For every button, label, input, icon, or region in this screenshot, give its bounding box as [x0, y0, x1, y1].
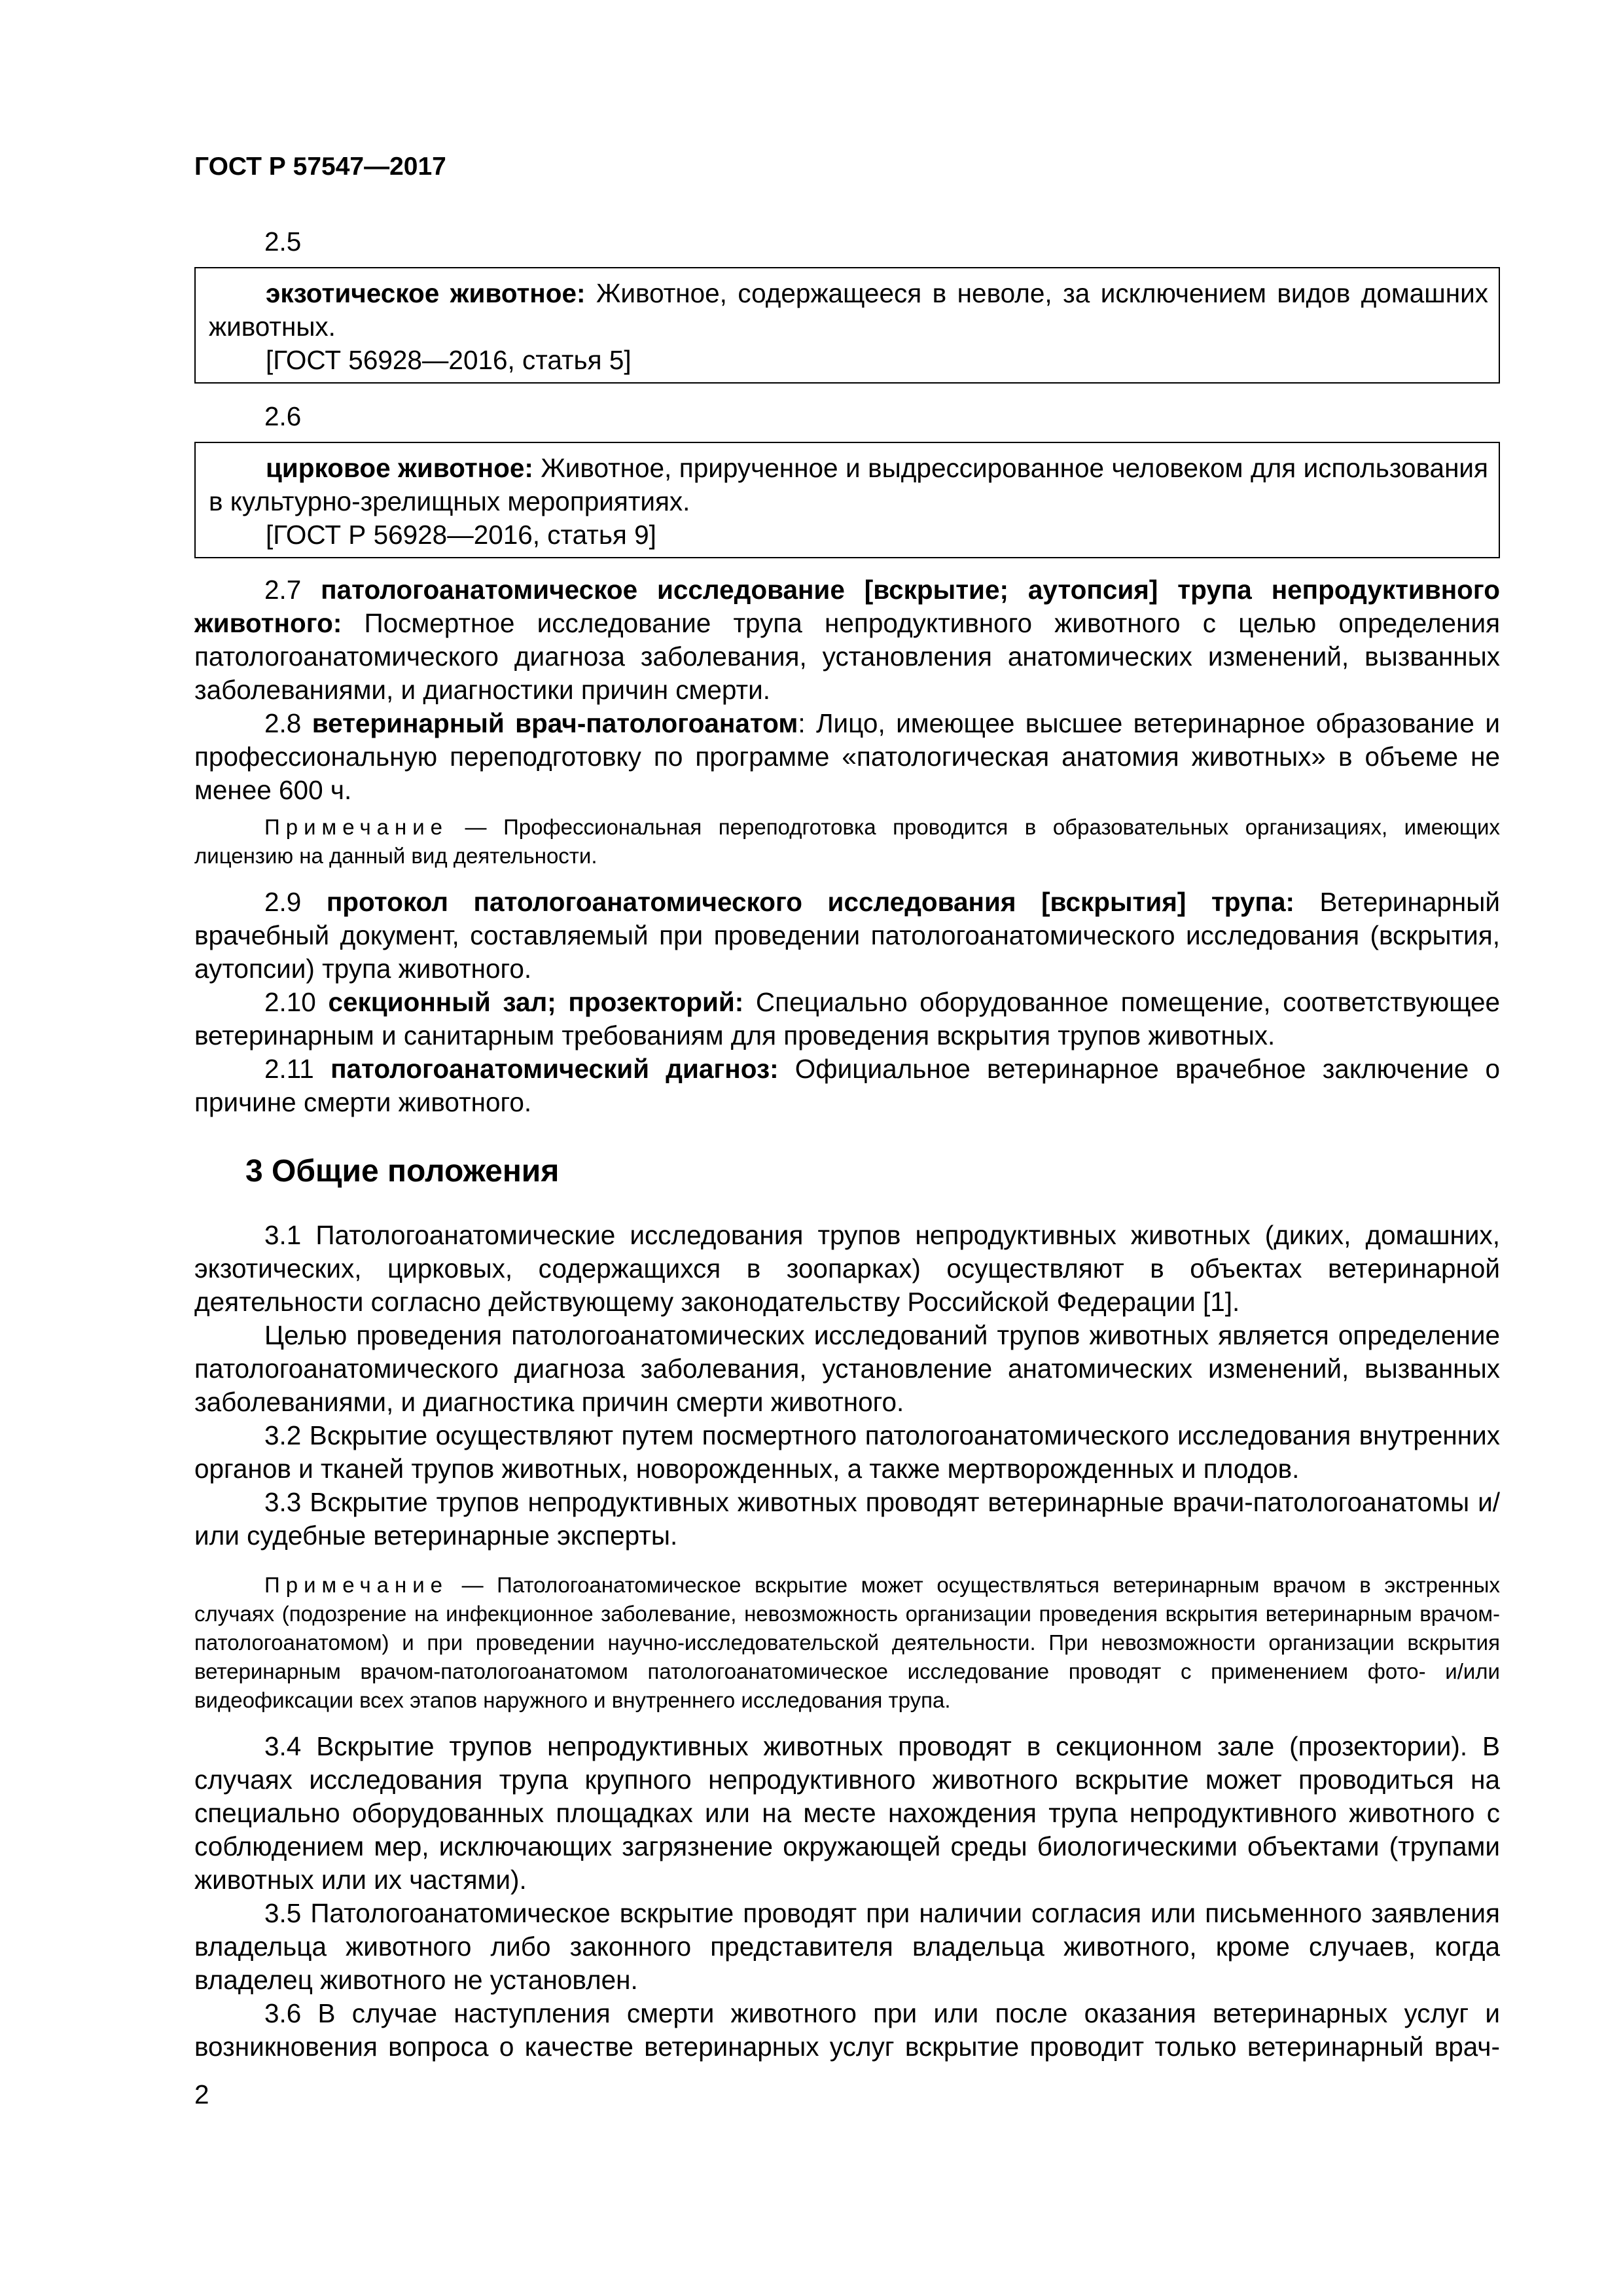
section-3-heading: 3 Общие положения	[245, 1154, 560, 1189]
note-2-label: Примечание	[264, 1573, 449, 1597]
term-2-8-definition: : Лицо, имеющее высшее ветеринарное образование и профессиональную переподготовку по программе «патологическая анатомия животных» в объеме не менее 600 ч.	[194, 708, 1500, 805]
clause-3-1-aim: Целью проведения патологоанатомических исследований трупов животных является определение патологоанатомического диагноза заболевания, установление анатомических изменений, вызванных заболеваниями, и диагностика причин смерти животного.	[194, 1320, 1500, 1417]
term-2-6-title: цирковое животное:	[266, 453, 533, 483]
term-2-5-title: экзотическое животное:	[266, 278, 586, 308]
term-2-10: 2.10 секционный зал; прозекторий: Специально оборудованное помещение, соответствующее ветеринарным и санитарным требованиям для проведения вскрытия трупов животных.	[194, 987, 1500, 1050]
clause-3-2: 3.2 Вскрытие осуществляют путем посмертного патологоанатомического исследования внутренних органов и тканей трупов животных, новорожденных, а также мертворожденных и плодов.	[194, 1420, 1500, 1484]
clause-3-3: 3.3 Вскрытие трупов непродуктивных животных проводят ветеринарные врачи-патологоанатомы и/или судебные ветеринарные эксперты.	[194, 1487, 1500, 1551]
term-2-7-definition: Посмертное исследование трупа непродуктивного животного с целью определения патологоанатомического диагноза заболевания, установления анатомических изменений, вызванных заболеваниями, и диагностики причин смерти.	[194, 608, 1500, 705]
terms-2-7-2-8	[194, 573, 1500, 807]
term-2-10-title: секционный зал; прозекторий:	[328, 987, 744, 1017]
clause-2-6-number: 2.6	[264, 401, 302, 431]
section-3-body-continued	[194, 1730, 1500, 2064]
document-page	[194, 0, 1500, 2296]
section-3-body	[194, 1219, 1500, 1552]
term-2-6-source: [ГОСТ Р 56928—2016, статья 9]	[266, 520, 656, 550]
term-2-5-source: [ГОСТ 56928—2016, статья 5]	[266, 345, 632, 375]
term-2-6-definition: Животное, прирученное и выдрессированное человеком для использования в культурно-зрелищных мероприятиях.	[209, 453, 1488, 516]
term-box-2-5	[194, 267, 1500, 384]
clause-3-5: 3.5 Патологоанатомическое вскрытие проводят при наличии согласия или письменного заявления владельца животного либо законного представителя владельца животного, кроме случаев, когда владелец животного не установлен.	[194, 1898, 1500, 1995]
term-2-11-title: патологоанатомический диагноз:	[330, 1054, 779, 1084]
clause-3-6: 3.6 В случае наступления смерти животного при или после оказания ветеринарных услуг и возникновения вопроса о качестве ветеринарных услуг вскрытие проводит только ветеринарный врач-	[194, 1998, 1500, 2062]
document-header: ГОСТ Р 57547—2017	[194, 152, 446, 181]
term-box-2-6	[194, 442, 1500, 558]
term-2-8: 2.8 ветеринарный врач-патологоанатом: Лицо, имеющее высшее ветеринарное образование и профессиональную переподготовку по программе «патологическая анатомия животных» в объеме не менее 600 ч.	[194, 708, 1500, 805]
term-2-7-title: патологоанатомическое исследование [вскрытие; аутопсия] трупа непродуктивного животного:	[194, 575, 1500, 638]
note-1-text: — Профессиональная переподготовка проводится в образовательных организациях, имеющих лицензию на данный вид деятельности.	[194, 815, 1500, 868]
clause-3-1: 3.1 Патологоанатомические исследования трупов непродуктивных животных (диких, домашних, экзотических, цирковых, содержащихся в зоопарках) осуществляют в объектах ветеринарной деятельности согласно действующему законодательству Российской Федерации [1].	[194, 1220, 1500, 1317]
term-2-6	[209, 452, 1488, 518]
terms-2-9-2-11	[194, 886, 1500, 1119]
term-2-11: 2.11 патологоанатомический диагноз: Официальное ветеринарное врачебное заключение о причине смерти животного.	[194, 1054, 1500, 1117]
page-number: 2	[194, 2079, 209, 2109]
term-2-5	[209, 277, 1488, 344]
term-2-9: 2.9 протокол патологоанатомического исследования [вскрытия] трупа: Ветеринарный врачебный документ, составляемый при проведении патологоанатомического исследования (вскрытия, аутопсии) трупа животного.	[194, 887, 1500, 984]
note-2-text: — Патологоанатомическое вскрытие может осуществляться ветеринарным врачом в экстренных случаях (подозрение на инфекционное заболевание, невозможность организации проведения вскрытия ветеринарным врачом-патологоанатомом) и при проведении научно-исследовательской деятельности. При невозможности организации вскрытия ветеринарным врачом-патологоанатомом патологоанатомическое исследование проводят с применением фото- и/или видеофиксации всех этапов наружного и внутреннего исследования трупа.	[194, 1573, 1500, 1712]
clause-3-4: 3.4 Вскрытие трупов непродуктивных животных проводят в секционном зале (прозектории). В случаях исследования трупа крупного непродуктивного животного вскрытие может проводиться на специально оборудованных площадках или на месте нахождения трупа непродуктивного животного с соблюдением мер, исключающих загрязнение окружающей среды биологическими объектами (трупами животных или их частями).	[194, 1731, 1500, 1895]
note-2	[194, 1571, 1500, 1715]
term-2-10-definition: Специально оборудованное помещение, соответствующее ветеринарным и санитарным требованиям для проведения вскрытия трупов животных.	[194, 987, 1500, 1050]
term-2-8-title: ветеринарный врач-патологоанатом	[312, 708, 798, 738]
term-2-9-definition: Ветеринарный врачебный документ, составляемый при проведении патологоанатомического исследования (вскрытия, аутопсии) трупа животного.	[194, 887, 1500, 984]
term-2-7: 2.7 патологоанатомическое исследование [вскрытие; аутопсия] трупа непродуктивного животного: Посмертное исследование трупа непродуктивного животного с целью определения патологоанатомического диагноза заболевания, установления анатомических изменений, вызванных заболеваниями, и диагностики причин смерти.	[194, 575, 1500, 705]
term-2-11-definition: Официальное ветеринарное врачебное заключение о причине смерти животного.	[194, 1054, 1500, 1117]
note-1-label: Примечание	[264, 815, 449, 839]
note-1	[194, 813, 1500, 870]
term-2-9-title: протокол патологоанатомического исследования [вскрытия] трупа:	[326, 887, 1294, 917]
clause-2-5-number: 2.5	[264, 226, 302, 257]
term-2-5-definition: Животное, содержащееся в неволе, за исключением видов домашних животных.	[209, 278, 1488, 342]
